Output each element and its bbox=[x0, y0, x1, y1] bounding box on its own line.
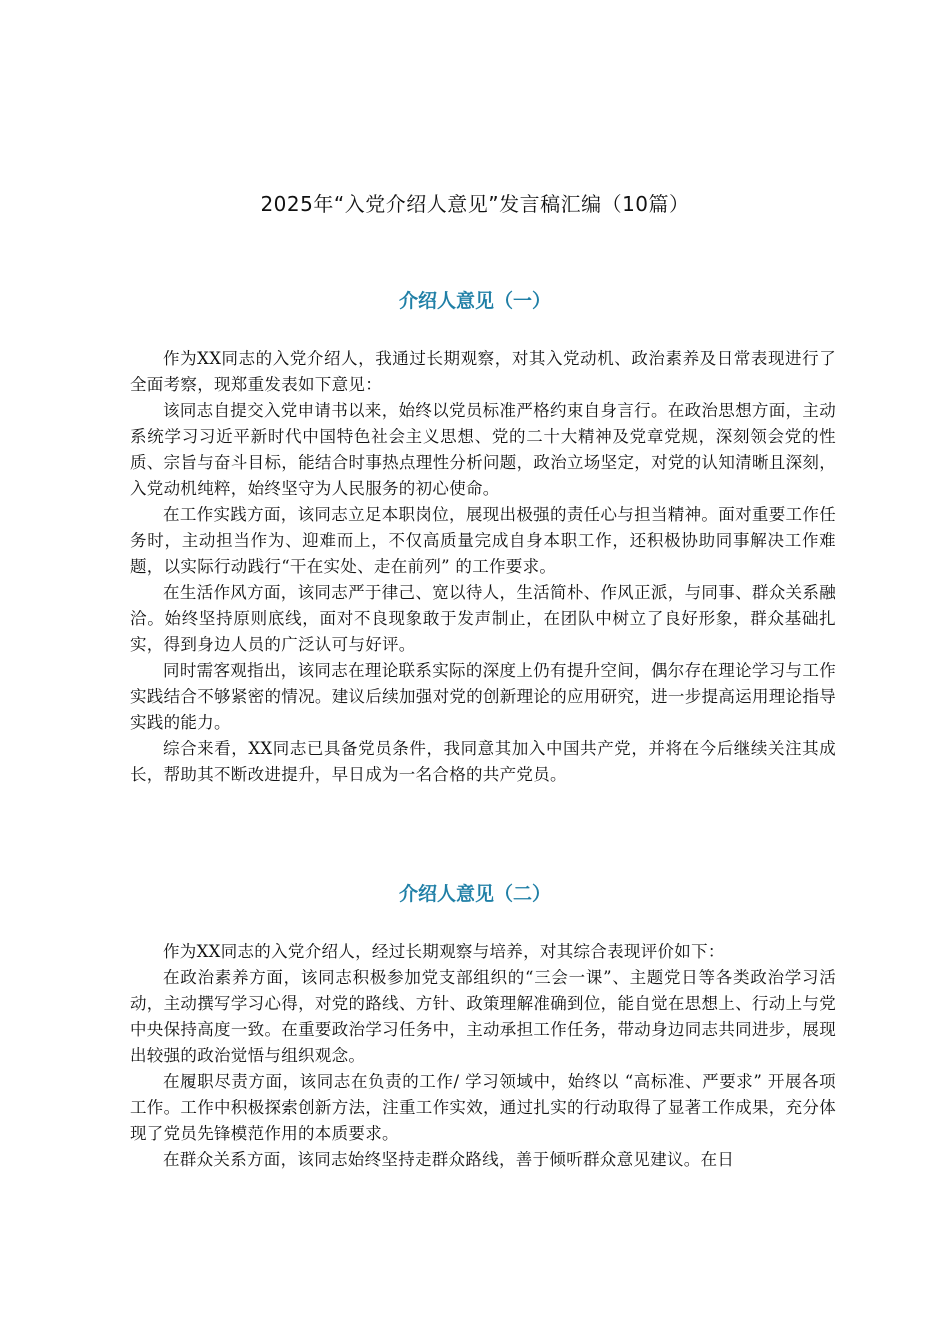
paragraph: 综合来看，XX同志已具备党员条件，我同意其加入中国共产党，并将在今后继续关注其成长，帮助其不断改进提升，早日成为一名合格的共产党员。 bbox=[130, 739, 836, 784]
section-heading-1: 介绍人意见（一） bbox=[398, 290, 551, 312]
paragraph: 在工作实践方面，该同志立足本职岗位，展现出极强的责任心与担当精神。面对重要工作任务时，主动担当作为、迎难而上，不仅高质量完成自身本职工作，还积极协助同事解决工作难题，以实际行动践行“干在实处、走在前列” 的工作要求。 bbox=[130, 505, 836, 576]
paragraph: 同时需客观指出，该同志在理论联系实际的深度上仍有提升空间，偶尔存在理论学习与工作实践结合不够紧密的情况。建议后续加强对党的创新理论的应用研究，进一步提高运用理论指导实践的能力。 bbox=[130, 661, 836, 732]
paragraph: 在履职尽责方面，该同志在负责的工作/ 学习领域中，始终以 “高标准、严要求” 开展各项工作。工作中积极探索创新方法，注重工作实效，通过扎实的行动取得了显著工作成果，充分体现了党员先锋模范作用的本质要求。 bbox=[130, 1072, 836, 1143]
paragraph: 在生活作风方面，该同志严于律己、宽以待人，生活简朴、作风正派，与同事、群众关系融洽。始终坚持原则底线，面对不良现象敢于发声制止，在团队中树立了良好形象，群众基础扎实，得到身边人员的广泛认可与好评。 bbox=[130, 583, 836, 654]
paragraph: 在政治素养方面，该同志积极参加党支部组织的“三会一课”、主题党日等各类政治学习活动，主动撰写学习心得，对党的路线、方针、政策理解准确到位，能自觉在思想上、行动上与党中央保持高度一致。在重要政治学习任务中，主动承担工作任务，带动身边同志共同进步，展现出较强的政治觉悟与组织观念。 bbox=[130, 968, 836, 1065]
section-body-1 bbox=[130, 346, 836, 788]
paragraph: 该同志自提交入党申请书以来，始终以党员标准严格约束自身言行。在政治思想方面，主动系统学习习近平新时代中国特色社会主义思想、党的二十大精神及党章党规，深刻领会党的性质、宗旨与奋斗目标，能结合时事热点理性分析问题，政治立场坚定，对党的认知清晰且深刻，入党动机纯粹，始终坚守为人民服务的初心使命。 bbox=[130, 401, 836, 498]
section-body-2 bbox=[130, 939, 836, 1173]
paragraph: 作为XX同志的入党介绍人，我通过长期观察，对其入党动机、政治素养及日常表现进行了全面考察，现郑重发表如下意见： bbox=[130, 349, 836, 394]
paragraph: 在群众关系方面，该同志始终坚持走群众路线，善于倾听群众意见建议。在日 bbox=[163, 1150, 735, 1169]
paragraph: 作为XX同志的入党介绍人，经过长期观察与培养，对其综合表现评价如下： bbox=[163, 942, 725, 961]
section-heading-2: 介绍人意见（二） bbox=[398, 883, 551, 905]
document-title: 2025年“入党介绍人意见”发言稿汇编（10篇） bbox=[260, 192, 690, 216]
